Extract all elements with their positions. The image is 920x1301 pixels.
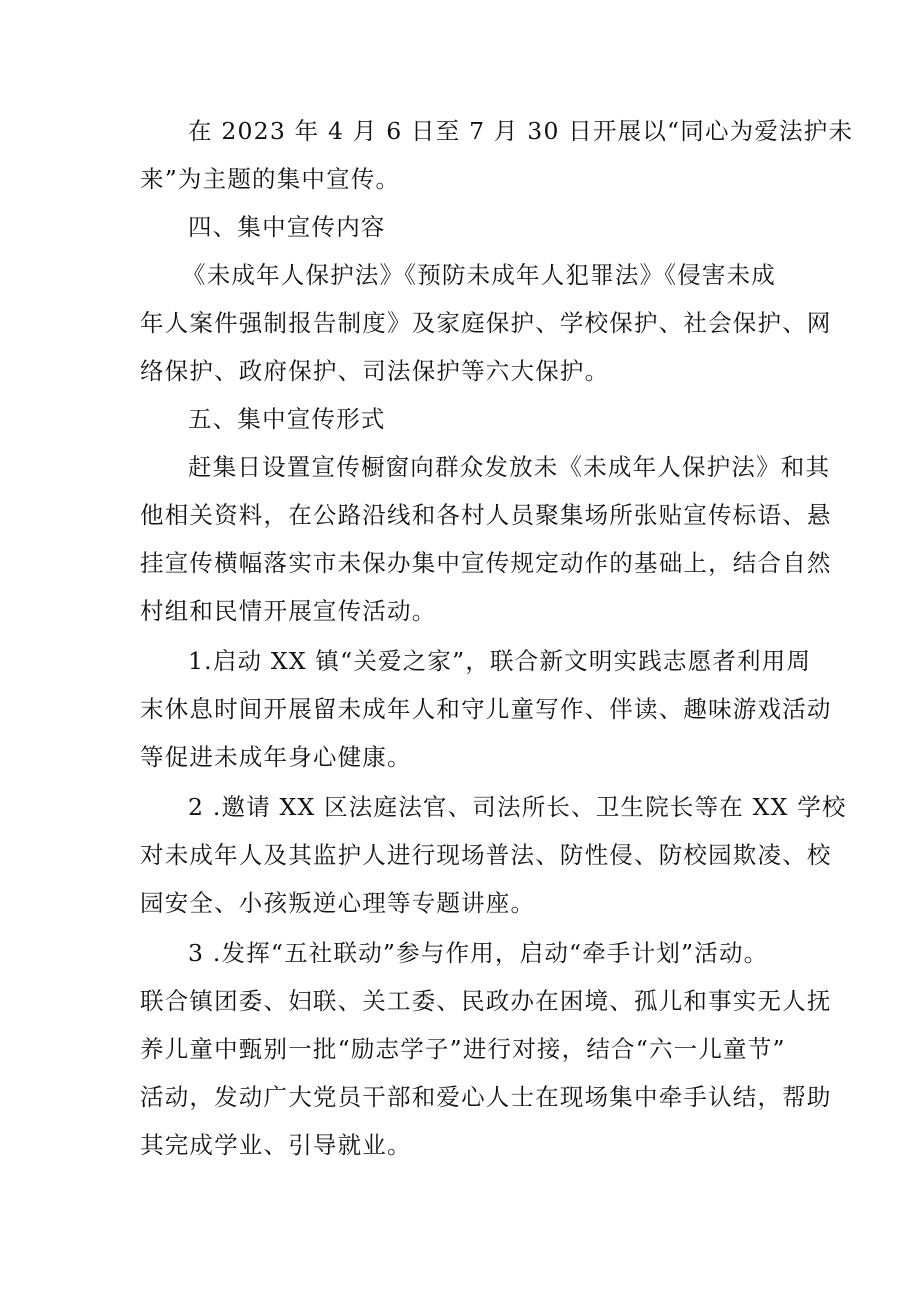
list-item-2: 2 .邀请 XX 区法庭法官、司法所长、卫生院长等在 XX 学校 (188, 793, 847, 821)
text-line: 对未成年人及其监护人进行现场普法、防性侵、防校园欺凌、校 (140, 841, 832, 869)
text-line: 来”为主题的集中宣传。 (140, 165, 401, 193)
text-line: 等促进未成年身心健康。 (140, 743, 412, 771)
text-line: 村组和民情开展宣传活动。 (140, 597, 437, 625)
list-item-1: 1.启动 XX 镇“关爱之家”，联合新文明实践志愿者利用周 (188, 647, 812, 675)
text-line: 络保护、政府保护、司法保护等六大保护。 (140, 357, 610, 385)
text-line: 园安全、小孩叛逆心理等专题讲座。 (140, 889, 536, 917)
list-item-3: 3 .发挥“五社联动”参与作用，启动“牵手计划”活动。 (188, 939, 769, 967)
text-line: 挂宣传横幅落实市未保办集中宣传规定动作的基础上，结合自然 (140, 549, 832, 577)
text-line: 赶集日设置宣传橱窗向群众发放未《未成年人保护法》和其 (188, 453, 831, 481)
text-line: 末休息时间开展留未成年人和守儿童写作、伴读、趣味游戏活动 (140, 695, 832, 723)
section-heading-4: 四、集中宣传内容 (188, 213, 386, 241)
section-heading-5: 五、集中宣传形式 (188, 405, 386, 433)
text-line: 活动，发动广大党员干部和爱心人士在现场集中牵手认结，帮助 (140, 1083, 832, 1111)
text-line: 年人案件强制报告制度》及家庭保护、学校保护、社会保护、网 (140, 309, 832, 337)
text-line: 在 2023 年 4 月 6 日至 7 月 30 日开展以“同心为爱法护未 (188, 117, 854, 145)
text-line: 其完成学业、引导就业。 (140, 1131, 412, 1159)
text-line: 联合镇团委、妇联、关工委、民政办在困境、孤儿和事实无人抚 (140, 987, 832, 1015)
text-line: 养儿童中甄别一批“励志学子”进行对接，结合“六一儿童节” (140, 1035, 786, 1063)
text-line: 《未成年人保护法》《预防未成年人犯罪法》《侵害未成 (182, 261, 776, 289)
text-line: 他相关资料，在公路沿线和各村人员聚集场所张贴宣传标语、悬 (140, 501, 832, 529)
